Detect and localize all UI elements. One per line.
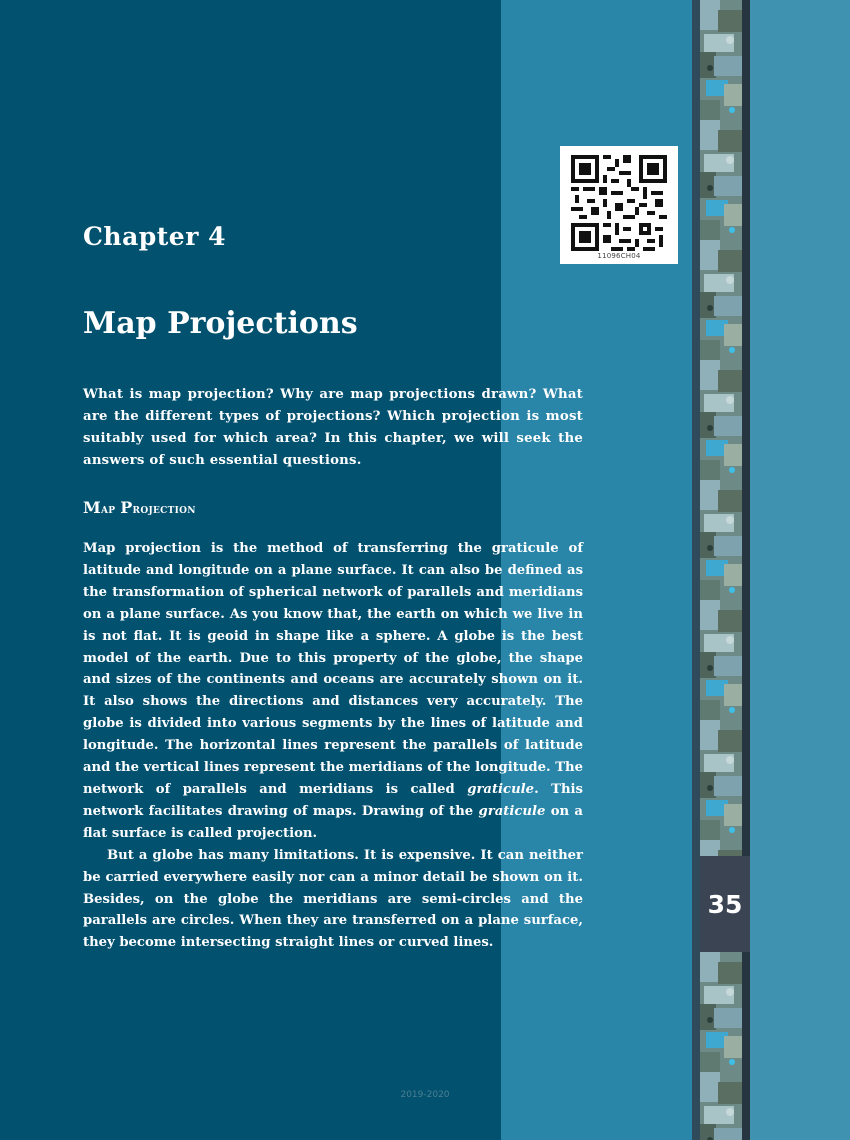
qr-code[interactable]	[560, 146, 678, 264]
page-number: 35	[707, 889, 743, 919]
qr-code-icon	[571, 155, 667, 251]
section-heading-text-1: ap	[101, 502, 121, 517]
satellite-image-strip-top	[700, 0, 742, 856]
paragraph-2: But a globe has many limitations. It is expensive. It can neither be carried everywhere easily nor can a minor detail be shown on it. Besides, on the globe the meridians are semi-circles and the parallels are circles. When they are transferred on a plane surface, they become intersecting straight lines or curved lines.	[83, 847, 583, 951]
page-margin-right	[750, 0, 850, 1140]
body-text	[83, 538, 583, 954]
page-number-box	[700, 856, 750, 952]
chapter-title: Map Projections	[83, 306, 358, 341]
paragraph-1	[83, 538, 583, 845]
intro-questions: What is map projection? Why are map projections drawn? What are the different types of projections? Which projection is most suitably used for which area? In this chapter, we will seek the answers of such essential questions.	[83, 387, 583, 468]
section-heading-text-2: rojection	[132, 502, 196, 517]
section-heading	[83, 498, 196, 517]
qr-code-label: 11096CH04	[597, 252, 641, 260]
chapter-label: Chapter 4	[83, 222, 226, 251]
paragraph-1-part-2: . This network facilitates drawing of maps. Drawing of the	[83, 781, 583, 819]
paragraph-1-emphasis-1: graticule	[467, 781, 535, 797]
strip-edge	[742, 0, 750, 1140]
paragraph-1-part-1: Map projection is the method of transferring the graticule of latitude and longitude on a plane surface. It can also be defined as the transformation of spherical network of parallels and meridians on a plane surface. As you know that, the earth on which we live in is not flat. It is geoid in shape like a sphere. A globe is the best model of the earth. Due to this property of the globe, the shape and sizes of the continents and oceans are accurately shown on it. It also shows the directions and distances very accurately. The globe is divided into various segments by the lines of latitude and longitude. The horizontal lines represent the parallels of latitude and the vertical lines represent the meridians of the longitude. The network of parallels and meridians is called	[83, 541, 583, 797]
section-heading-cap-2: P	[120, 498, 133, 517]
paragraph-1-emphasis-2: graticule	[478, 803, 546, 819]
footer-year: 2019-2020	[400, 1090, 450, 1100]
satellite-image-strip-bottom	[700, 952, 742, 1140]
section-heading-cap-1: M	[83, 498, 102, 517]
paragraph-1-part-3: on a flat surface is called projection.	[83, 803, 583, 841]
strip-shadow	[692, 0, 700, 1140]
